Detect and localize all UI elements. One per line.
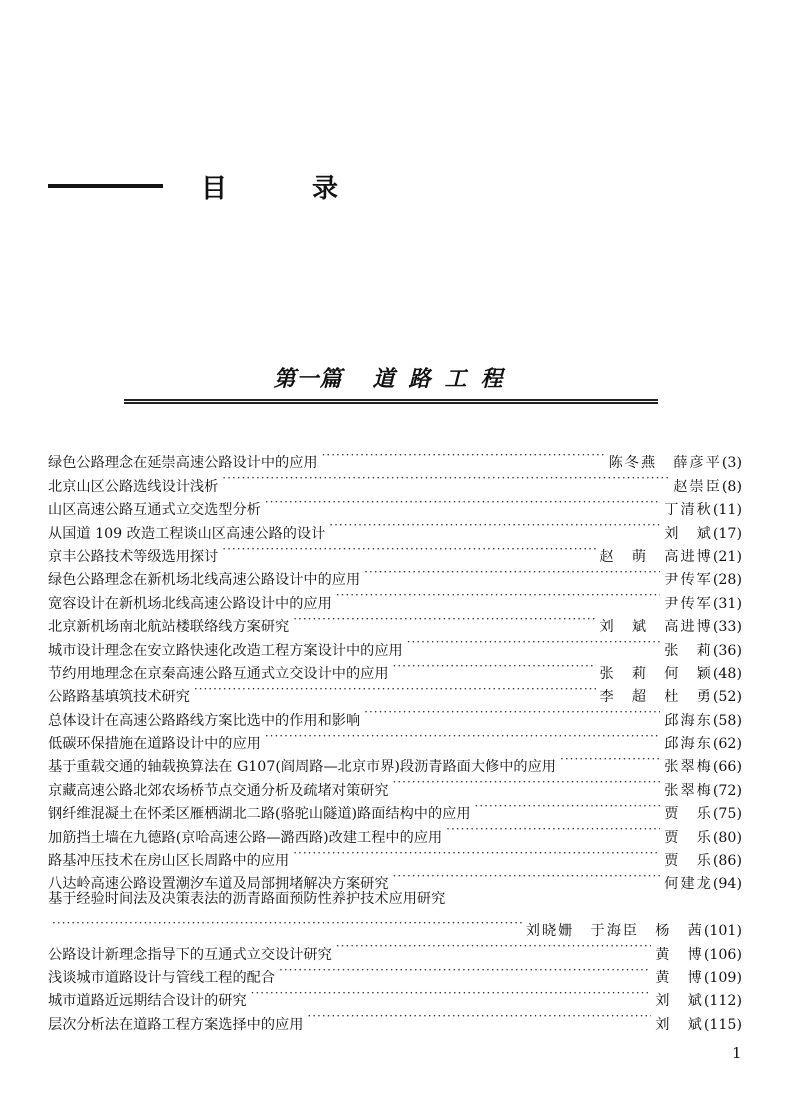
entry-authors: 张 莉 何 颖: [599, 665, 713, 682]
entry-title: 宽容设计在新机场北线高速公路设计中的应用: [48, 595, 332, 612]
entry-authors: 丁清秋: [664, 502, 713, 519]
entry-page: (75): [712, 806, 742, 823]
entry-authors: 赵崇臣: [673, 478, 722, 495]
entry-title: 北京新机场南北航站楼联络线方案研究: [48, 619, 290, 636]
entry-title: 京藏高速公路北郊农场桥节点交通分析及疏堵对策研究: [48, 782, 389, 799]
entry-authors: 张翠梅: [664, 759, 713, 776]
toc-entry-continuation[interactable]: [48, 912, 742, 940]
entry-title: 低碳环保措施在道路设计中的应用: [48, 736, 261, 753]
entry-page: (33): [712, 619, 742, 636]
dot-leader: [265, 491, 660, 514]
entry-title: 公路路基填筑技术研究: [48, 689, 190, 706]
entry-page: (31): [712, 595, 742, 612]
entry-title: 绿色公路理念在延崇高速公路设计中的应用: [48, 455, 318, 472]
toc-entry[interactable]: [48, 935, 742, 963]
dot-leader: [222, 538, 595, 561]
entry-page: (62): [712, 736, 742, 753]
entry-authors: 刘 斌: [655, 993, 704, 1010]
dot-leader: [265, 725, 660, 748]
toc-entry[interactable]: [48, 444, 742, 472]
entry-authors: 贾 乐: [664, 829, 713, 846]
dot-leader: [560, 748, 660, 771]
entry-authors: 尹传军: [664, 572, 713, 589]
entry-title: 从国道 109 改造工程谈山区高速公路的设计: [48, 525, 326, 542]
toc-list: [48, 444, 742, 1033]
entry-page: (36): [712, 642, 742, 659]
entry-title: 公路设计新理念指导下的互通式立交设计研究: [48, 946, 332, 963]
entry-page: (115): [703, 1016, 742, 1033]
entry-title: 北京山区公路选线设计浅析: [48, 478, 219, 495]
entry-authors: 邱海东: [664, 712, 713, 729]
entry-page: (112): [703, 993, 742, 1010]
part-heading: [0, 362, 790, 393]
dot-leader: [52, 912, 522, 935]
entry-page: (17): [712, 525, 742, 542]
entry-authors: 邱海东: [664, 736, 713, 753]
dot-leader: [393, 771, 661, 794]
entry-title: 浅谈城市道路设计与管线工程的配合: [48, 969, 276, 986]
dot-leader: [307, 1005, 651, 1028]
entry-page: (80): [712, 829, 742, 846]
dot-leader: [475, 795, 661, 818]
toc-title: 目 录: [201, 174, 377, 204]
entry-title: 总体设计在高速公路路线方案比选中的作用和影响: [48, 712, 361, 729]
entry-page: (21): [712, 548, 742, 565]
entry-authors: 贾 乐: [664, 853, 713, 870]
entry-title: 绿色公路理念在新机场北线高速公路设计中的应用: [48, 572, 361, 589]
entry-page: (58): [712, 712, 742, 729]
entry-title: 基于经验时间法及决策表法的沥青路面预防性养护技术应用研究: [48, 891, 446, 908]
entry-page: (106): [703, 946, 742, 963]
dot-leader: [407, 631, 661, 654]
entry-authors: 何建龙: [664, 876, 713, 893]
entry-page: (8): [721, 478, 742, 495]
entry-page: (11): [712, 502, 742, 519]
dot-leader: [336, 935, 652, 958]
dot-leader: [336, 584, 661, 607]
dot-leader: [293, 842, 660, 865]
entry-page: (101): [703, 923, 742, 940]
entry-authors: 刘 斌 高进博: [599, 619, 713, 636]
dot-leader: [322, 444, 605, 467]
part-name: 道路工程: [372, 366, 517, 392]
dot-leader: [364, 561, 660, 584]
dot-leader: [251, 982, 652, 1005]
entry-title: 路基冲压技术在房山区长周路中的应用: [48, 853, 290, 870]
entry-title: 城市道路近远期结合设计的研究: [48, 993, 247, 1010]
entry-page: (72): [712, 782, 742, 799]
dot-leader: [393, 655, 596, 678]
entry-authors: 张 莉: [664, 642, 713, 659]
entry-title: 层次分析法在道路工程方案选择中的应用: [48, 1016, 304, 1033]
entry-authors: 刘 斌: [655, 1016, 704, 1033]
entry-authors: 贾 乐: [664, 806, 713, 823]
part-number: 第一篇: [273, 366, 343, 392]
entry-title: 京丰公路技术等级选用探讨: [48, 548, 219, 565]
entry-title: 山区高速公路互通式立交选型分析: [48, 502, 261, 519]
entry-page: (94): [712, 876, 742, 893]
entry-title: 城市设计理念在安立路快速化改造工程方案设计中的应用: [48, 642, 403, 659]
dot-leader: [293, 608, 595, 631]
page-number: 1: [732, 1044, 742, 1062]
dot-leader: [279, 959, 651, 982]
entry-title: 节约用地理念在京秦高速公路互通式立交设计中的应用: [48, 665, 389, 682]
entry-authors: 赵 萌 高进博: [599, 548, 713, 565]
entry-authors: 黄 博: [655, 946, 704, 963]
toc-entry[interactable]: [48, 888, 742, 911]
entry-authors: 张翠梅: [664, 782, 713, 799]
entry-page: (109): [703, 969, 742, 986]
entry-authors: 刘晓姗 于海臣 杨 茜: [525, 923, 704, 940]
entry-page: (86): [712, 853, 742, 870]
dot-leader: [194, 678, 596, 701]
dot-leader: [446, 818, 660, 841]
entry-title: 加筋挡土墙在九德路(京哈高速公路—潞西路)改建工程中的应用: [48, 829, 443, 846]
part-rule: [124, 399, 658, 404]
entry-page: (52): [712, 689, 742, 706]
entry-authors: 李 超 杜 勇: [599, 689, 713, 706]
entry-authors: 刘 斌: [664, 525, 713, 542]
entry-authors: 尹传军: [664, 595, 713, 612]
entry-page: (66): [712, 759, 742, 776]
entry-title: 八达岭高速公路设置潮汐车道及局部拥堵解决方案研究: [48, 876, 389, 893]
entry-page: (28): [712, 572, 742, 589]
entry-page: (3): [721, 455, 742, 472]
entry-authors: 黄 博: [655, 969, 704, 986]
entry-page: (48): [712, 665, 742, 682]
title-rule: [48, 184, 163, 188]
dot-leader: [364, 701, 660, 724]
dot-leader: [393, 865, 661, 888]
entry-authors: 陈冬燕 薛彦平: [608, 455, 722, 472]
dot-leader: [329, 514, 660, 537]
entry-title: 钢纤维混凝土在怀柔区雁栖湖北二路(骆驼山隧道)路面结构中的应用: [48, 806, 471, 823]
entry-title: 基于重载交通的轴载换算法在 G107(阎周路—北京市界)段沥青路面大修中的应用: [48, 759, 556, 776]
dot-leader: [222, 467, 669, 490]
